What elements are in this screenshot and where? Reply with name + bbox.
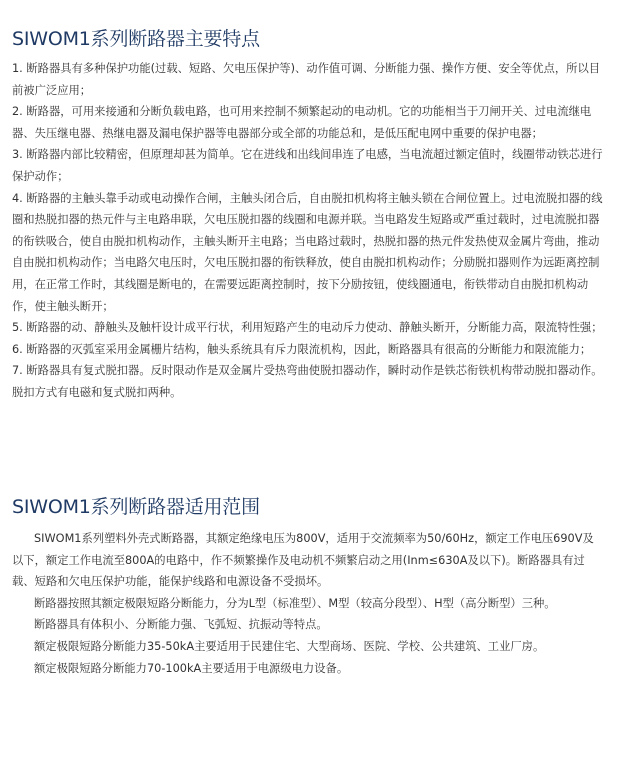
scope-content <box>12 528 604 679</box>
feature-item-2: 2. 断路器，可用来接通和分断负载电路，也可用来控制不频繁起动的电动机。它的功能相当于刀闸开关、过电流继电器、失压继电器、热继电器及漏电保护器等电器部分或全部的功能总和，是低压配电网中重要的保护电器； <box>12 105 592 140</box>
feature-item-7: 7. 断路器具有复式脱扣器。反时限动作是双金属片受热弯曲使脱扣器动作，瞬时动作是铁芯衔铁机构带动脱扣器动作。脱扣方式有电磁和复式脱扣两种。 <box>12 364 603 399</box>
scope-point-4: 额定极限短路分断能力70-100kA主要适用于电源级电力设备。 <box>34 661 349 675</box>
feature-item-4: 4. 断路器的主触头靠手动或电动操作合闸，主触头闭合后，自由脱扣机构将主触头锁在合闸位置上。过电流脱扣器的线圈和热脱扣器的热元件与主电路串联，欠电压脱扣器的线圈和电源并联。当电路发生短路或严重过载时，过电流脱扣器的衔铁吸合，使自由脱扣机构动作，主触头断开主电路；当电路过载时，热脱扣器的热元件发热使双金属片弯曲，推动自由脱扣机构动作；当电路欠电压时，欠电压脱扣器的衔铁释放，使自由脱扣机构动作；分励脱扣器则作为远距离控制用，在正常工作时，其线圈是断电的，在需要远距离控制时，按下分励按钮，使线圈通电，衔铁带动自由脱扣机构动作，使主触头断开； <box>12 191 603 313</box>
feature-item-3: 3. 断路器内部比较精密，但原理却甚为简单。它在进线和出线间串连了电感，当电流超过额定值时，线圈带动铁芯进行保护动作； <box>12 148 603 183</box>
feature-item-5: 5. 断路器的动、静触头及触杆设计成平行状，利用短路产生的电动斥力使动、静触头断开，分断能力高，限流特性强； <box>12 321 603 335</box>
feature-item-1: 1. 断路器具有多种保护功能(过载、短路、欠电压保护等)、动作值可调、分断能力强、操作方便、安全等优点，所以目前被广泛应用； <box>12 62 601 97</box>
features-list <box>12 58 604 404</box>
section-title-features: SIWOM1系列断路器主要特点 <box>12 28 260 50</box>
section-title-scope: SIWOM1系列断路器适用范围 <box>12 496 260 518</box>
scope-point-1: 断路器按照其额定极限短路分断能力，分为L型（标准型）、M型（较高分段型）、H型（高分断型）三种。 <box>34 596 556 610</box>
scope-point-2: 断路器具有体积小、分断能力强、飞弧短、抗振动等特点。 <box>34 618 328 632</box>
scope-point-3: 额定极限短路分断能力35-50kA主要适用于民建住宅、大型商场、医院、学校、公共建筑、工业厂房。 <box>34 639 545 653</box>
scope-intro: SIWOM1系列塑料外壳式断路器，其额定绝缘电压为800V，适用于交流频率为50/60Hz，额定工作电压690V及以下，额定工作电流至800A的电路中，作不频繁操作及电动机不频繁启动之用(Inm≤630A及以下)。断路器具有过载、短路和欠电压保护功能，能保护线路和电源设备不受损坏。 <box>12 532 594 589</box>
feature-item-6: 6. 断路器的灭弧室采用金属栅片结构，触头系统具有斥力限流机构，因此，断路器具有很高的分断能力和限流能力； <box>12 342 592 356</box>
